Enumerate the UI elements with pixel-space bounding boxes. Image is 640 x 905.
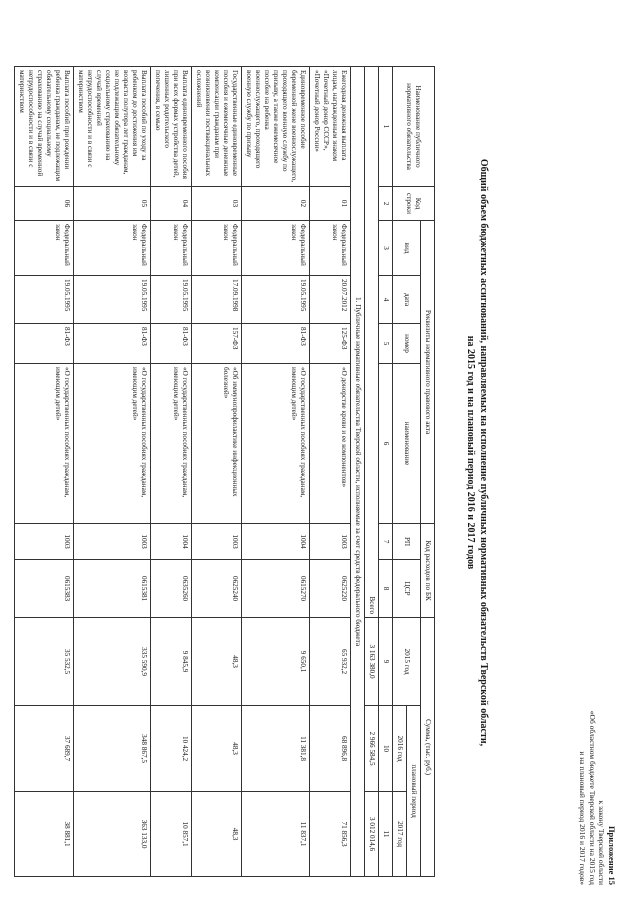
row-act-title: «О государственных пособиях гражданам, имеющим детей» [15,364,74,524]
row-name: Выплата пособий при рождении ребенка гражданам, не подлежащим обязательному социальному страхованию на случай временной нетрудоспособности и в связи с материнством [15,67,74,187]
row-act-date: 20.07.2012 [310,276,351,324]
total-row [365,67,379,877]
row-rp: 1003 [310,524,351,560]
appendix-line-1: к закону Тверской области [597,800,607,885]
section-1-title: 1. Публичные нормативные обязательства Тверской области, исполняемые за счет средств федерального бюджета [351,67,365,877]
obligation-rows [15,67,351,877]
row-sum-2015: 65 932,2 [310,618,351,706]
row-csr: 0615270 [242,560,310,618]
row-sum-2017: 71 856,3 [310,792,351,877]
document-title [464,70,490,835]
row-act-number: 81-ФЗ [242,324,310,364]
row-sum-2016: 11 381,8 [242,706,310,792]
row-act-number: 157-ФЗ [192,324,242,364]
appendix-header [578,711,616,885]
row-act-kind: Федеральный закон [15,221,74,276]
header-sum: Сумма, (тыс. руб.) [421,618,435,877]
row-sum-2016: 68 896,8 [310,706,351,792]
row-rp: 1003 [74,524,151,560]
appendix-line-3: и на плановый период 2016 и 2017 годов» [578,751,588,885]
header-rp: РП [393,524,421,560]
row-act-title: «Об иммунопрофилактике инфекционных болезней» [192,364,242,524]
row-sum-2015: 35 532,5 [15,618,74,706]
row-act-title: «О государственных пособиях гражданам, имеющим детей» [242,364,310,524]
row-rp: 1004 [242,524,310,560]
row-code: 01 [310,187,351,221]
col-number: 7 [379,524,393,560]
column-numbers-row [379,67,393,877]
row-act-kind: Федеральный закон [242,221,310,276]
row-csr: 0615383 [15,560,74,618]
row-code: 04 [151,187,192,221]
row-csr: 0625240 [192,560,242,618]
row-act-kind: Федеральный закон [310,221,351,276]
header-code: Код строки [393,187,435,221]
header-2017: 2017 год [393,792,407,877]
row-name: Государственные единовременные пособия и ежемесячные денежные компенсации гражданам при возникновении поствакцинальных осложнений [192,67,242,187]
row-code: 05 [74,187,151,221]
col-number: 3 [379,221,393,276]
header-date: дата [393,276,421,324]
row-act-date: 19.05.1995 [74,276,151,324]
row-act-date: 19.05.1995 [151,276,192,324]
row-name: Выплата пособий по уходу за ребенком до достижения им возраста полутора лет гражданам, не подлежащим обязательному социальному страхованию на случай временной нетрудоспособности и в связи с материнством [74,67,151,187]
table-row [15,67,74,877]
total-label: Всего [365,67,379,618]
total-2015: 3 163 380,0 [365,618,379,706]
appendix-number: Приложение 15 [607,825,617,885]
row-act-number: 125-ФЗ [310,324,351,364]
title-line-1: Общий объем бюджетных ассигнований, направляемых на исполнение публичных нормативных обязательств Тверской области, [478,158,489,747]
row-act-title: «О государственных пособиях гражданам, имеющим детей» [74,364,151,524]
row-act-title: «О государственных пособиях гражданам, имеющим детей» [151,364,192,524]
table-row [192,67,242,877]
row-csr: 0615381 [74,560,151,618]
header-title: наименование [393,364,421,524]
header-name: Наименование публичного нормативного обязательства [393,67,435,187]
row-sum-2017: 48,3 [192,792,242,877]
row-sum-2017: 11 837,1 [242,792,310,877]
row-act-date: 19.05.1995 [242,276,310,324]
row-name: Выплата единовременного пособия при всех формах устройства детей, лишенных родительского попечения, в семью [151,67,192,187]
row-csr: 0625220 [310,560,351,618]
col-number: 11 [379,792,393,877]
col-number: 9 [379,618,393,706]
row-code: 06 [15,187,74,221]
section-row [351,67,365,877]
table-row [242,67,310,877]
row-sum-2015: 9 650,1 [242,618,310,706]
col-number: 6 [379,364,393,524]
header-2016: 2016 год [393,706,407,792]
appendix-line-2: «Об областном бюджете Тверской области на 2015 год [588,710,597,885]
row-code: 03 [192,187,242,221]
header-csr: ЦСР [393,560,421,618]
col-number: 8 [379,560,393,618]
row-sum-2015: 335 590,9 [74,618,151,706]
header-kind: вид [393,221,421,276]
col-number: 5 [379,324,393,364]
row-act-number: 81-ФЗ [74,324,151,364]
row-csr: 0635260 [151,560,192,618]
row-name: Единовременное пособие беременной жене военнослужащего, проходящего военную службу по призыву, а также ежемесячное пособие на ребенка военнослужащего, проходящего военную службу по призыву [242,67,310,187]
row-rp: 1003 [15,524,74,560]
row-act-kind: Федеральный закон [151,221,192,276]
row-act-kind: Федеральный закон [192,221,242,276]
row-sum-2016: 10 424,2 [151,706,192,792]
col-number: 2 [379,187,393,221]
row-act-date: 19.05.1995 [15,276,74,324]
row-sum-2016: 37 689,7 [15,706,74,792]
obligations-table [14,66,435,877]
col-number: 1 [379,67,393,187]
row-rp: 1004 [151,524,192,560]
header-plan-period: плановый период [407,706,421,877]
header-number: номер [393,324,421,364]
row-sum-2017: 38 881,1 [15,792,74,877]
col-number: 4 [379,276,393,324]
title-line-2: на 2015 год и на плановый период 2016 и 2017 годов [465,335,476,570]
row-act-title: «О донорстве крови и ее компонентов» [310,364,351,524]
table-row [151,67,192,877]
row-act-number: 81-ФЗ [15,324,74,364]
header-budget-code: Код расходов по БК [421,524,435,618]
header-requisites: Реквизиты нормативного правового акта [421,221,435,524]
row-rp: 1003 [192,524,242,560]
row-sum-2015: 48,3 [192,618,242,706]
row-act-number: 81-ФЗ [151,324,192,364]
row-code: 02 [242,187,310,221]
row-sum-2015: 9 845,9 [151,618,192,706]
row-sum-2016: 48,3 [192,706,242,792]
row-act-date: 17.09.1998 [192,276,242,324]
header-2015: 2015 год [393,618,421,706]
row-act-kind: Федеральный закон [74,221,151,276]
col-number: 10 [379,706,393,792]
row-sum-2016: 348 867,5 [74,706,151,792]
table-row [310,67,351,877]
total-2016: 2 966 584,5 [365,706,379,792]
total-2017: 3 012 014,6 [365,792,379,877]
row-sum-2017: 363 133,0 [74,792,151,877]
table-row [74,67,151,877]
row-name: Ежегодная денежная выплата лицам, награжденным знаком «Почетный донор СССР», «Почетный донор России» [310,67,351,187]
row-sum-2017: 10 857,1 [151,792,192,877]
